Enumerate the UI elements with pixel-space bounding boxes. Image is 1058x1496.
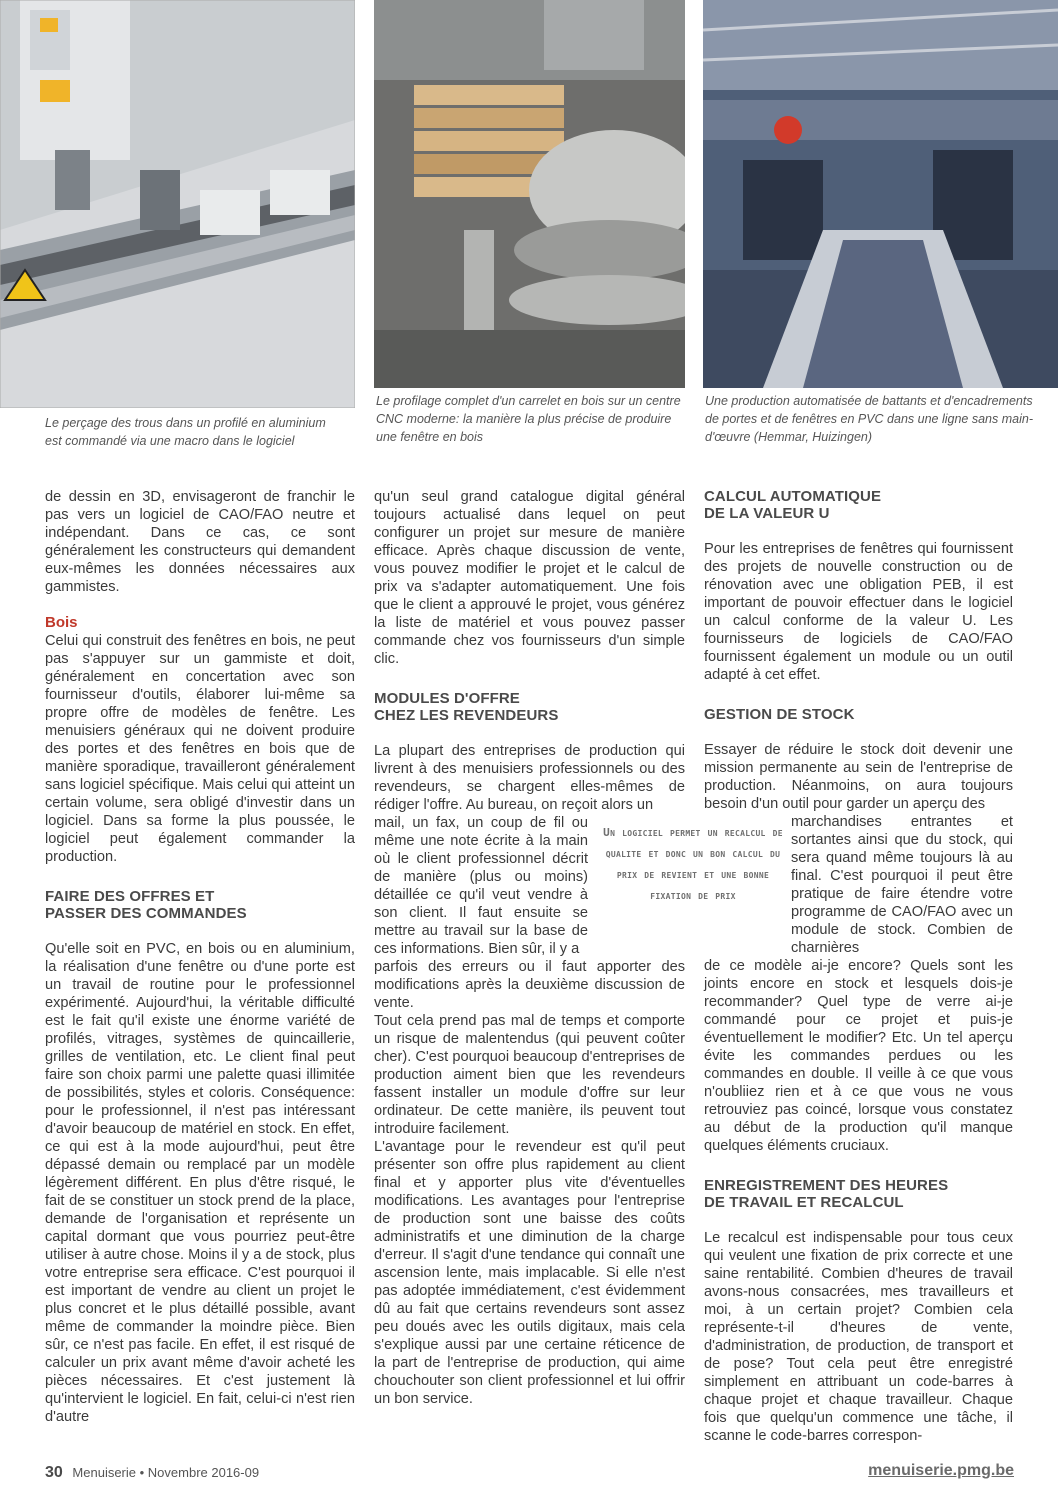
section-heading-line: FAIRE DES OFFRES ET <box>45 888 215 905</box>
column-3 <box>704 488 1013 1445</box>
paragraph: Le recalcul est indispensable pour tous ceux qui veulent une fixation de prix correcte et une saine rentabilité. Combien d'heures de travail avons-nous consacrées, mes travailleurs et moi, à un certain projet? Combien cela représente-t-il d'heures de vente, d'administration, de production, de transport et de pose? Tout cela peut être enregistré simplement en attribuant un code-barres à chaque projet et chaque travailleur. Chaque fois que quelqu'un commence une tâche, il scanne le code-barres correspon- <box>704 1230 1013 1444</box>
paragraph: parfois des erreurs ou il faut apporter des modifications après la deuxième discussion de vente. <box>374 959 685 1011</box>
section-heading-line: GESTION DE STOCK <box>704 706 855 723</box>
section-heading-line: DE LA VALEUR U <box>704 505 830 522</box>
paragraph: de dessin en 3D, envisageront de franchir le pas vers un logiciel de CAO/FAO neutre et indépendant. Dans ce cas, ce sont généralement les constructeurs qui demandent eux-mêmes les données nécessaires aux gammistes. <box>45 489 355 595</box>
section-heading <box>704 1177 1013 1211</box>
section-heading-line: CHEZ LES REVENDEURS <box>374 707 559 724</box>
section-heading <box>374 690 685 724</box>
section-heading <box>45 888 355 922</box>
column-2 <box>374 488 685 1408</box>
page-footer <box>45 1464 259 1482</box>
section-heading-line: ENREGISTREMENT DES HEURES <box>704 1177 949 1194</box>
section-heading-line: MODULES D'OFFRE <box>374 690 520 707</box>
section-heading <box>704 488 1013 522</box>
pull-quote: Un logiciel permet un recalcul de qualite et donc un bon calcul du prix de revient et une bonne fixation de prix <box>603 826 783 902</box>
paragraph: L'avantage pour le revendeur est qu'il peut présenter son offre plus rapidement au client final et y apporter plus vite d'éventuelles modifications. Les avantages pour l'entreprise de production sont une baisse des coûts administratifs et une diminution de la charge d'erreur. Il s'agit d'une tendance qui connaît une ascension lente, mais implacable. Si elle n'est pas adoptée immédiatement, c'est évidemment dû au fait que certains revendeurs sont assez peu doués avec les outils digitaux, mais cela s'explique aussi par une certaine réticence de la part de l'entreprise de production, qui aime chouchouter son client professionnel et lui offrir un bon service. <box>374 1139 685 1407</box>
paragraph: La plupart des entreprises de production qui livrent à des menuisiers professionnels ou des revendeurs, se chargent elles-mêmes de rédiger l'offre. Au bureau, on reçoit alors un <box>374 743 685 813</box>
paragraph: Celui qui construit des fenêtres en bois, ne peut pas s'appuyer sur un gammiste et doit, généralement en concertation avec son fournisseur d'outils, élaborer lui-même sa propre offre de modèles de fenêtre. Les menuisiers généraux qui ne doivent produire des portes et des fenêtres en bois que de manière sporadique, travailleront généralement sans logiciel spécifique. Mais celui qui atteint un certain volume, sera obligé d'investir dans un logiciel. Dans sa forme la plus poussée, le logiciel peut également commander la production. <box>45 633 355 865</box>
pvc-line-photo-icon <box>703 0 1058 388</box>
photo-cnc-aluminium <box>0 0 355 408</box>
photo-caption: Le profilage complet d'un carrelet en bois sur un centre CNC moderne: la manière la plus précise de produire une fenêtre en bois <box>376 394 681 444</box>
paragraph: de ce modèle ai-je encore? Quels sont les joints encore en stock et lesquels dois-je recommander? Quel type de verre ai-je commandé pour ce projet et puis-je éventuellement le modifier? Etc. Un tel aperçu évite les commandes perdues ou les commandes en double. Il veille à ce que vous n'oubliiez rien et à ce que vous ne vous retrouviez pas coincé, lorsque vous constatez au début de la production qu'il manque quelques éléments cruciaux. <box>704 958 1013 1154</box>
section-heading <box>704 706 1013 723</box>
paragraph: Tout cela prend pas mal de temps et comporte un risque de malentendus (qui peuvent coûter cher). C'est pourquoi beaucoup d'entreprises de production aiment bien que les revendeurs fassent installer un module d'offre sur leur ordinateur. De cette manière, ils peuvent tout introduire facilement. <box>374 1013 685 1137</box>
photo-caption: Une production automatisée de battants et d'encadrements de portes et de fenêtres en PVC dans une ligne sans main-d'œuvre (Hemmar, Huizingen) <box>705 394 1033 444</box>
paragraph: Pour les entreprises de fenêtres qui fournissent des projets de nouvelle construction ou de rénovation avec une obligation PEB, il est important de pouvoir effectuer dans le logiciel un calcul conforme de la valeur U. Les fournisseurs de logiciels de CAO/FAO fournissent également un module ou un outil adapté à cet effet. <box>704 541 1013 683</box>
page-number: 30 <box>45 1464 63 1481</box>
column-1 <box>45 488 355 1426</box>
section-heading-line: CALCUL AUTOMATIQUE <box>704 488 882 505</box>
paragraph: Qu'elle soit en PVC, en bois ou en aluminium, la réalisation d'une fenêtre ou d'une porte est un travail de routine pour le professionnel expérimenté. Aujourd'hui, la véritable difficulté est le fait qu'il existe une énorme variété de profilés, vitrages, systèmes de quincaillerie, grilles de ventilation, etc. Le client final peut faire son choix parmi une palette quasi illimitée de possibilités, styles et coloris. Conséquence: pour le professionnel, il n'est pas intéressant d'avoir beaucoup de matériel en stock. En effet, ce qui est à la mode aujourd'hui, peut être dépassé demain ou remplacé par un modèle légèrement différent. En plus d'être risqué, le fait de se constituer un stock prend de la place, demande de l'organisation et représente un capital dormant que vous pourriez peut-être utiliser à autre chose. Moins il y a de stock, plus votre entreprise sera efficace. C'est pourquoi il est important de vendre au client un projet le plus concret et le plus détaillé possible, avant même de commander la moindre pièce. Bien sûr, ce n'est pas facile. En effet, il est risqué de calculer un prix avant même d'avoir acheté les pièces nécessaires. Et c'est justement là qu'intervient le logiciel. En fait, celui-ci n'est rien d'autre <box>45 941 355 1425</box>
paragraph: mail, un fax, un coup de fil ou même une note écrite à la main où le client professionnel décrit de manière (plus ou moins) détaillée ce qu'il veut vendre à son client. Il faut ensuite se mettre au travail sur la base de ces informations. Bien sûr, il y a <box>374 815 588 957</box>
photo-pvc-line <box>703 0 1058 388</box>
magazine-issue: Menuiserie • Novembre 2016-09 <box>72 1465 260 1480</box>
cnc-wood-photo-icon <box>374 0 685 388</box>
paragraph: marchandises entrantes et sortantes ainsi que du stock, qui sera quand même toujours là au final. C'est pourquoi il peut être pratique de faire étendre votre programme de CAO/FAO avec un module de stock. Combien de charnières <box>791 814 1013 956</box>
paragraph: qu'un seul grand catalogue digital général toujours actualisé dans lequel on peut configurer un projet sur mesure de manière efficace. Après chaque discussion de vente, vous pouvez modifier le projet et le calcul de prix va s'adapter automatiquement. Une fois que le client a approuvé le projet, vous générez la liste de matériel et vous pouvez passer commande chez vos fournisseurs d'un simple clic. <box>374 489 685 667</box>
cnc-aluminium-photo-icon <box>0 0 355 408</box>
subheading-bois: Bois <box>45 614 78 631</box>
photo-cnc-wood <box>374 0 685 388</box>
paragraph: Essayer de réduire le stock doit devenir une mission permanente au sein de l'entreprise de production. Néanmoins, on aura toujours besoin d'un outil pour garder un aperçu des <box>704 742 1013 812</box>
section-heading-line: DE TRAVAIL ET RECALCUL <box>704 1194 904 1211</box>
photo-caption: Le perçage des trous dans un profilé en aluminium est commandé via une macro dans le logiciel <box>45 416 326 448</box>
website-link[interactable]: menuiserie.pmg.be <box>868 1462 1014 1479</box>
section-heading-line: PASSER DES COMMANDES <box>45 905 247 922</box>
